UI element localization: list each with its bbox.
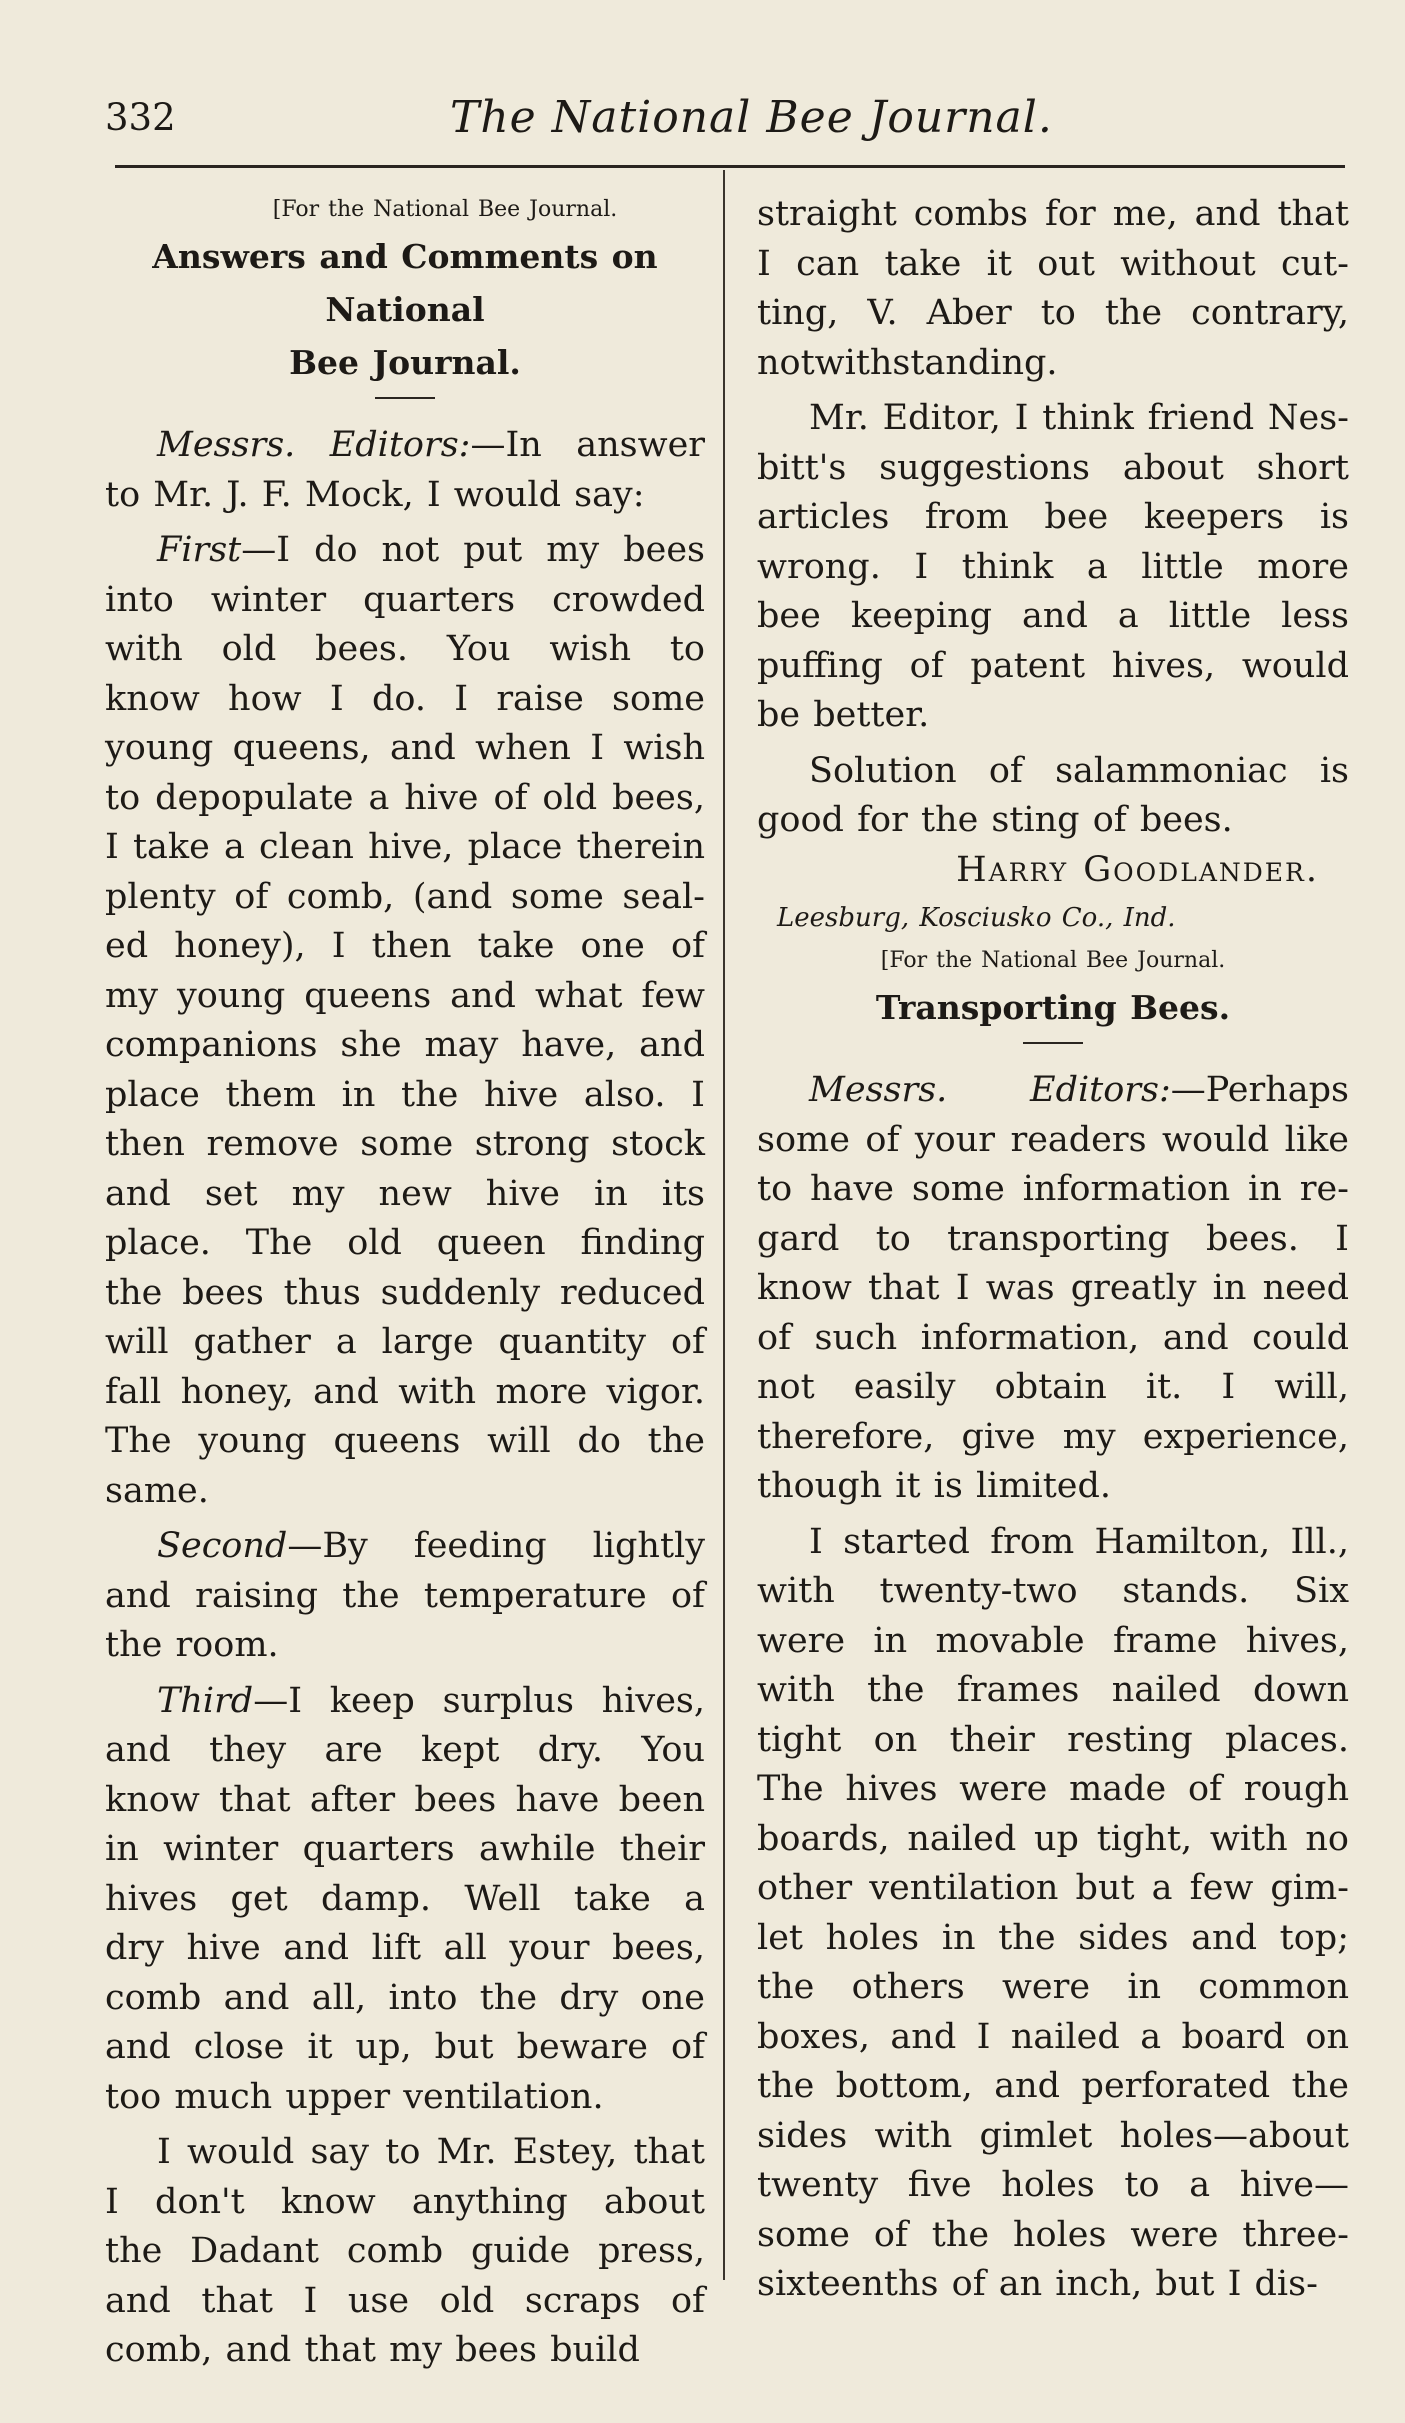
author-location: Leesburg, Kosciusko Co., Ind. <box>777 903 1176 933</box>
text-line: fall honey, and with more vigor. <box>105 1371 705 1412</box>
text-line: bitt's suggestions about short <box>757 447 1349 488</box>
text-line: some of the holes were three- <box>757 2214 1349 2255</box>
text-line: place. The old queen finding <box>105 1223 705 1263</box>
continuation-text <box>757 190 1349 388</box>
text-line: the room. <box>105 1625 279 1665</box>
text-line: know that after bees have been <box>105 1779 705 1820</box>
text-line: young queens, and when I wish <box>105 728 705 768</box>
header-rule <box>115 165 1345 168</box>
left-article-body <box>105 421 705 2382</box>
text-line: I would say to Mr. Estey, that <box>157 2132 705 2172</box>
paragraph <box>757 1066 1349 1512</box>
text-line: hives get damp. Well take a <box>105 1878 705 1919</box>
text-line: comb and all, into the dry one <box>105 1977 705 2018</box>
text-line: with old bees. You wish to <box>105 629 705 669</box>
journal-title: The National Bee Journal. <box>450 92 1053 143</box>
page-header <box>105 92 1340 152</box>
text-line: know that I was greatly in need <box>757 1268 1349 1308</box>
paragraph <box>105 1677 705 2123</box>
text-line: Messrs. Editors:—Perhaps <box>809 1070 1349 1110</box>
text-line: First—I do not put my bees <box>157 530 705 570</box>
heading-rule <box>375 397 435 399</box>
right-column <box>757 190 1349 2310</box>
article-heading-line: Answers and Comments on National <box>152 237 658 329</box>
text-line: with the frames nailed down <box>757 1670 1349 1710</box>
text-line: twenty five holes to a hive— <box>757 2165 1349 2205</box>
text-line: The hives were made of rough <box>757 1769 1349 1809</box>
text-line: to have some information in re- <box>757 1169 1349 1209</box>
paragraph <box>757 394 1349 741</box>
text-line: puffing of patent hives, would <box>757 645 1349 686</box>
text-line: ting, V. Aber to the contrary, <box>757 293 1349 333</box>
text-line: and raising the temperature of <box>105 1575 705 1616</box>
text-line: other ventilation but a few gim- <box>757 1868 1349 1908</box>
text-line: comb, and that my bees build <box>105 2330 640 2370</box>
paragraph <box>105 2128 705 2376</box>
paragraph <box>757 1518 1349 2310</box>
text-line: same. <box>105 1470 209 1511</box>
text-line: Messrs. Editors:—In answer <box>157 425 706 465</box>
text-line: too much upper ventilation. <box>105 2076 604 2117</box>
text-line: into winter quarters crowded <box>105 579 705 620</box>
text-line: tight on their resting places. <box>757 1719 1349 1760</box>
text-line: boxes, and I nailed a board on <box>757 2016 1349 2057</box>
text-line: wrong. I think a little more <box>757 546 1349 587</box>
text-line: articles from bee keepers is <box>757 497 1349 537</box>
paragraph <box>105 526 705 1516</box>
text-line: the Dadant comb guide press, <box>105 2231 705 2271</box>
article-credit: [For the National Bee Journal. <box>272 197 618 222</box>
text-line: dry hive and lift all your bees, <box>105 1928 705 1968</box>
text-line: and that I use old scraps of <box>105 2280 705 2321</box>
text-line: ed honey), I then take one of <box>105 926 705 966</box>
text-line: of such information, and could <box>757 1317 1349 1358</box>
paragraph <box>105 421 705 520</box>
text-line: good for the sting of bees. <box>757 800 1233 840</box>
text-line: Mr. Editor, I think friend Nes- <box>809 398 1349 438</box>
text-line: not easily obtain it. I will, <box>757 1367 1349 1407</box>
text-line: Second—By feeding lightly <box>157 1526 705 1566</box>
paragraph <box>757 747 1349 846</box>
text-line: and set my new hive in its <box>105 1173 705 1214</box>
paragraph <box>105 1522 705 1671</box>
text-line: were in movable frame hives, <box>757 1620 1349 1661</box>
text-line: boards, nailed up tight, with no <box>757 1818 1349 1859</box>
page-number: 332 <box>105 96 176 139</box>
text-line: notwithstanding. <box>757 342 1058 383</box>
heading-rule <box>1023 1042 1083 1044</box>
text-line: some of your readers would like <box>757 1119 1349 1160</box>
text-line: with twenty-two stands. Six <box>757 1571 1349 1611</box>
text-line: to Mr. J. F. Mock, I would say: <box>105 474 645 515</box>
text-line: be better. <box>757 695 930 735</box>
text-line: my young queens and what few <box>105 975 705 1016</box>
text-line: know how I do. I raise some <box>105 678 705 719</box>
text-line: gard to transporting bees. I <box>757 1218 1349 1259</box>
column-divider <box>723 170 725 2280</box>
text-line: straight combs for me, and that <box>757 194 1349 234</box>
text-line: place them in the hive also. I <box>105 1074 705 1115</box>
article-heading-line: Bee Journal. <box>289 343 521 382</box>
author-signature: Harry Goodlander. <box>956 849 1319 890</box>
text-line: I don't know anything about <box>105 2181 705 2222</box>
text-line: the others were in common <box>757 1967 1349 2007</box>
article-credit: [For the National Bee Journal. <box>880 948 1226 973</box>
text-line: and close it up, but beware of <box>105 2027 705 2067</box>
text-line: to depopulate a hive of old bees, <box>105 777 705 818</box>
text-line: let holes in the sides and top; <box>757 1917 1349 1958</box>
text-line: Third—I keep surplus hives, <box>157 1680 705 1721</box>
text-line: I can take it out without cut- <box>757 243 1349 284</box>
text-line: and they are kept dry. You <box>105 1730 705 1770</box>
text-line: Solution of salammoniac is <box>809 750 1349 791</box>
text-line: sides with gimlet holes—about <box>757 2115 1349 2156</box>
text-line: I started from Hamilton, Ill., <box>809 1521 1349 1562</box>
text-line: will gather a large quantity of <box>105 1322 705 1362</box>
text-line: the bees thus suddenly reduced <box>105 1272 705 1313</box>
text-line: bee keeping and a little less <box>757 596 1349 636</box>
text-line: in winter quarters awhile their <box>105 1829 705 1869</box>
text-line: The young queens will do the <box>105 1421 705 1461</box>
text-line: therefore, give my experience, <box>757 1416 1349 1457</box>
text-line: sixteenths of an inch, but I dis- <box>757 2264 1318 2304</box>
text-line: I take a clean hive, place therein <box>105 827 705 867</box>
text-line: then remove some strong stock <box>105 1124 705 1164</box>
article-heading: Transporting Bees. <box>875 988 1231 1027</box>
text-line: though it is limited. <box>757 1466 1112 1506</box>
text-line: plenty of comb, (and some seal- <box>105 876 705 917</box>
left-column <box>105 190 705 2382</box>
text-line: companions she may have, and <box>105 1025 705 1065</box>
text-line: the bottom, and perforated the <box>757 2066 1349 2106</box>
